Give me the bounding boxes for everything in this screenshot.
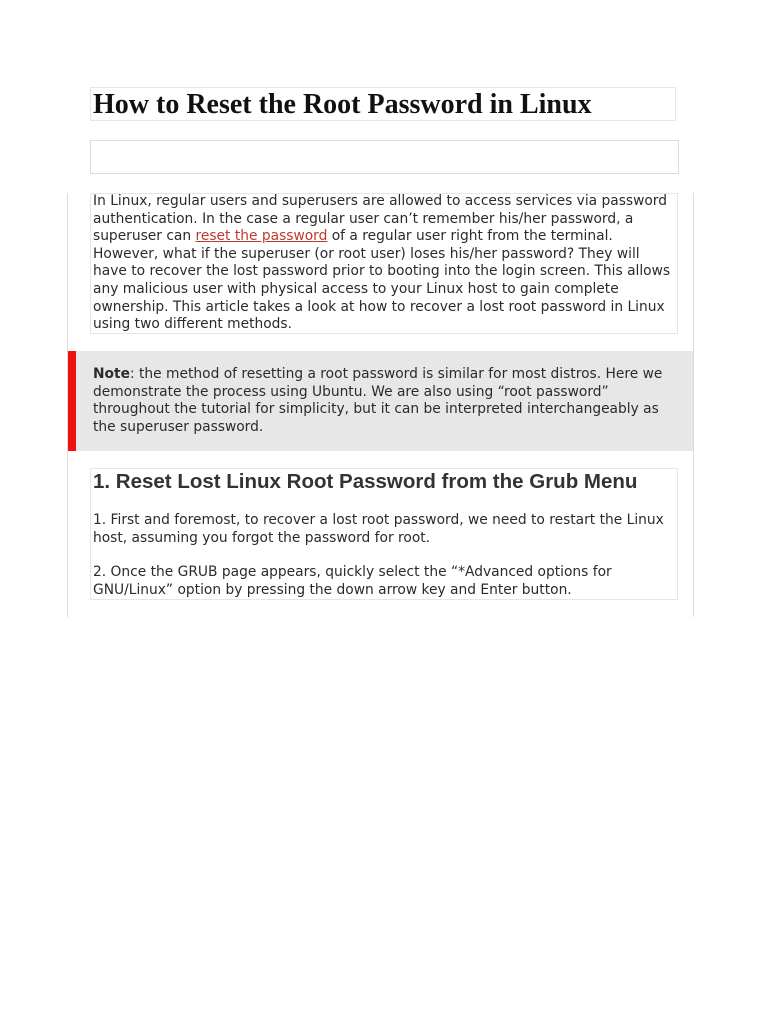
note-paragraph	[93, 366, 683, 436]
note-accent-bar	[68, 351, 76, 451]
intro-paragraph	[93, 193, 677, 334]
intro-text-after-link: of a regular user right from the terminal. However, what if the superuser (or root user) loses his/her password? They will have to recover the lost password prior to booting into the login screen. This allows any malicious user with physical access to your Linux host to gain complete ownership. This article takes a look at how to recover a lost root password in Linux using two different methods.	[93, 228, 671, 333]
reset-password-link[interactable]: reset the password	[195, 228, 328, 245]
title-box	[90, 87, 676, 121]
step-2-paragraph: 2. Once the GRUB page appears, quickly select the “*Advanced options for GNU/Linux” option by pressing the down arrow key and Enter button.	[93, 564, 612, 598]
section-box	[90, 468, 678, 600]
note-text: : the method of resetting a root password is similar for most distros. Here we demonstrate the process using Ubuntu. We are also using “root password” throughout the tutorial for simplicity, but it can be interpreted interchangeably as the superuser password.	[93, 366, 663, 435]
note-label: Note	[93, 366, 130, 382]
step-1-paragraph: 1. First and foremost, to recover a lost root password, we need to restart the Linux host, assuming you forgot the password for root.	[93, 512, 664, 546]
intro-box	[90, 193, 678, 334]
empty-box	[90, 140, 679, 174]
intro-text-before-link: In Linux, regular users and superusers are allowed to access services via password authentication. In the case a regular user can’t remember his/her password, a superuser can	[93, 193, 667, 245]
section-heading: 1. Reset Lost Linux Root Password from the Grub Menu	[93, 470, 638, 493]
page-title: How to Reset the Root Password in Linux	[93, 89, 592, 120]
note-callout	[68, 351, 693, 451]
